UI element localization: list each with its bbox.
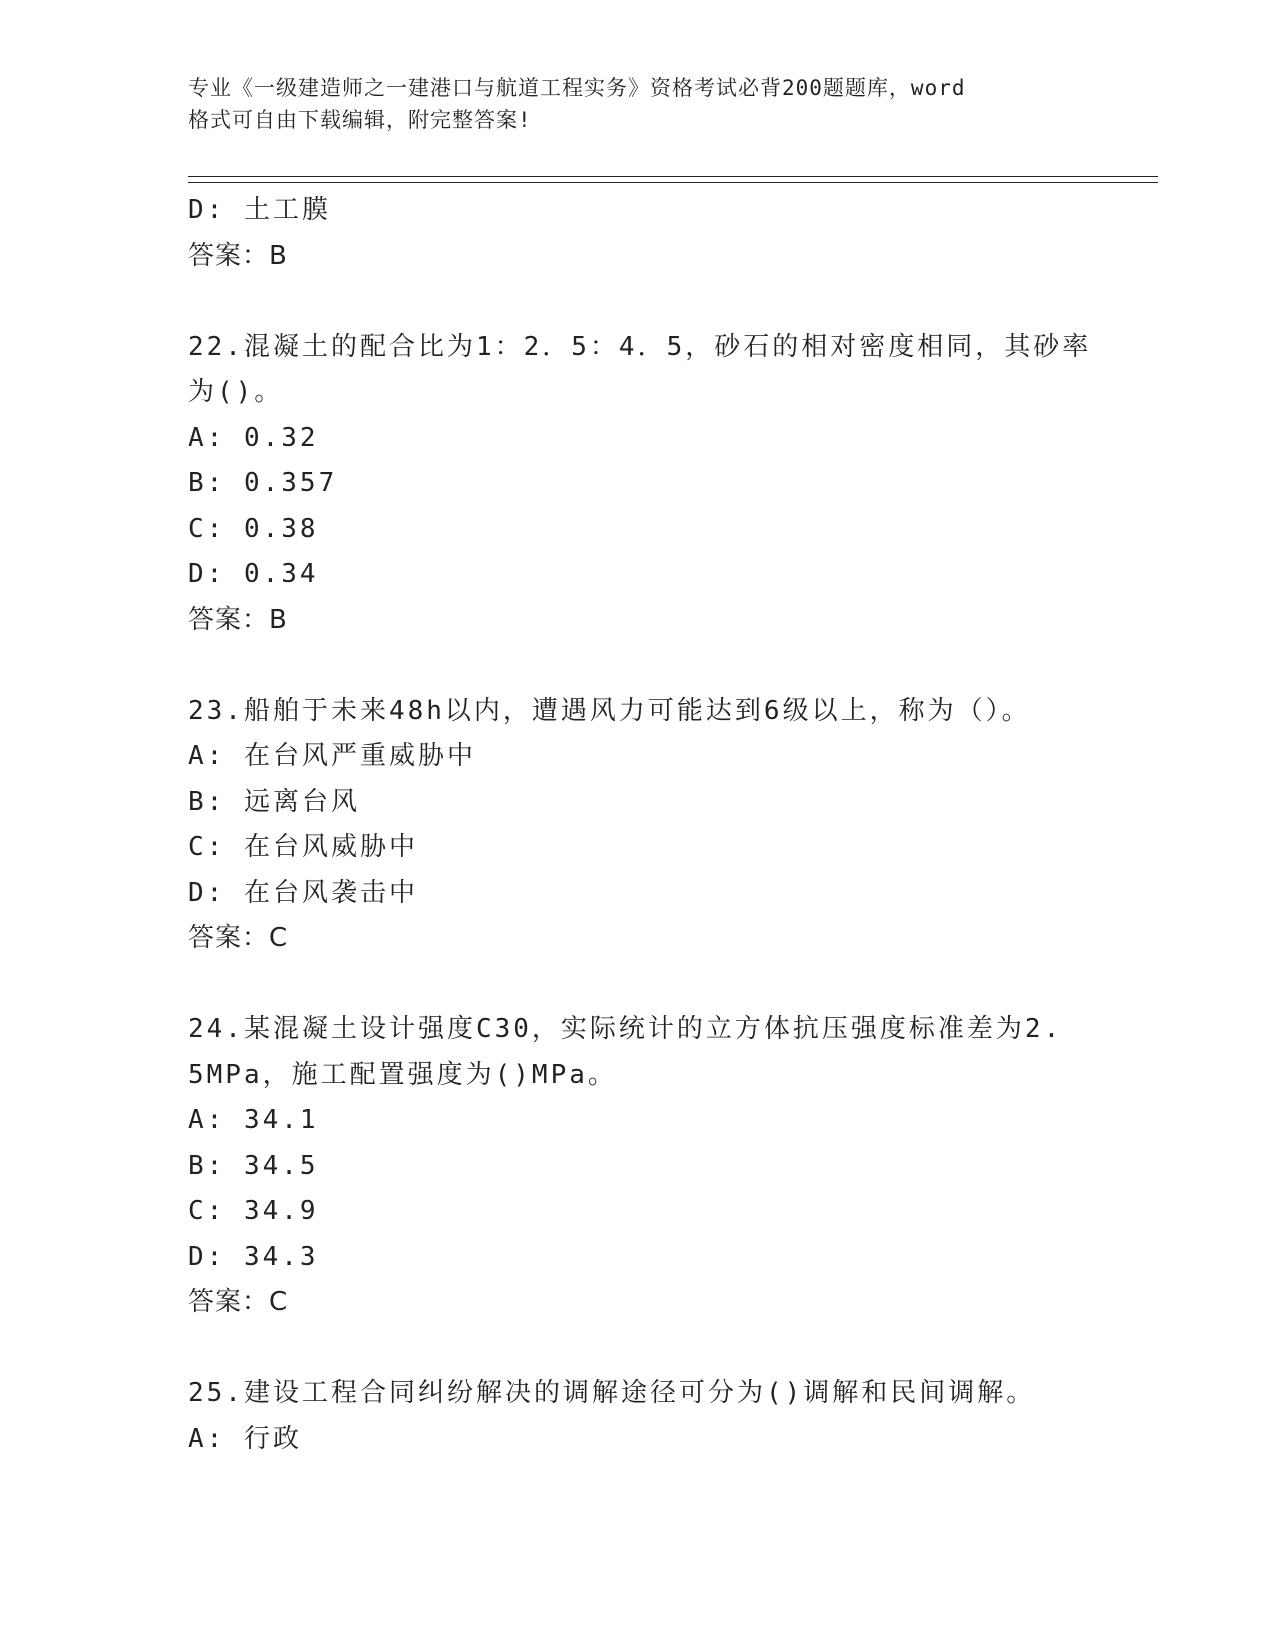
question-stem-continued: 为()。	[188, 377, 284, 407]
option-c: C: 在台风威胁中	[188, 832, 418, 862]
answer-line: 答案：B	[188, 604, 288, 635]
question-24	[188, 1007, 1068, 1326]
option-a: A: 在台风严重威胁中	[188, 741, 476, 771]
option-d: D: 0.34	[188, 559, 319, 589]
header-rule-bottom	[188, 182, 1158, 183]
question-25	[188, 1371, 1068, 1462]
spacer	[188, 962, 1068, 1008]
answer-line: 答案：C	[188, 1287, 289, 1317]
option-b: B: 远离台风	[188, 786, 360, 817]
spacer	[188, 279, 1068, 325]
option-b: B: 0.357	[188, 468, 338, 498]
question-stem: 25.建设工程合同纠纷解决的调解途径可分为()调解和民间调解。	[188, 1378, 1036, 1408]
question-stem: 24.某混凝土设计强度C30，实际统计的立方体抗压强度标准差为2.	[188, 1014, 1063, 1044]
header-line-2: 格式可自由下载编辑，附完整答案!	[188, 108, 532, 132]
header-rule-top	[188, 176, 1158, 177]
answer-line: 答案：C	[188, 923, 289, 953]
option-c: C: 34.9	[188, 1196, 319, 1226]
document-header	[188, 72, 1068, 136]
option-a: A: 0.32	[188, 422, 319, 453]
option-d: D: 在台风袭击中	[188, 877, 418, 908]
option-d: D: 土工膜	[188, 195, 331, 225]
question-22	[188, 325, 1092, 644]
option-b: B: 34.5	[188, 1150, 319, 1181]
question-stem-continued: 5MPa，施工配置强度为()MPa。	[188, 1059, 617, 1090]
header-line-1: 专业《一级建造师之一建港口与航道工程实务》资格考试必背200题题库，word	[188, 76, 966, 100]
answer-line: 答案：B	[188, 240, 288, 271]
question-stem: 23.船舶于未来48h以内，遭遇风力可能达到6级以上，称为（）。	[188, 695, 1031, 726]
spacer	[188, 1326, 1068, 1372]
option-c: C: 0.38	[188, 513, 319, 544]
spacer	[188, 643, 1068, 689]
option-a: A: 行政	[188, 1423, 302, 1454]
option-d: D: 34.3	[188, 1241, 319, 1272]
question-23	[188, 689, 1068, 962]
question-list	[188, 188, 1092, 1462]
option-a: A: 34.1	[188, 1105, 319, 1135]
question-stem: 22.混凝土的配合比为1：2．5：4．5，砂石的相对密度相同，其砂率	[188, 331, 1092, 362]
